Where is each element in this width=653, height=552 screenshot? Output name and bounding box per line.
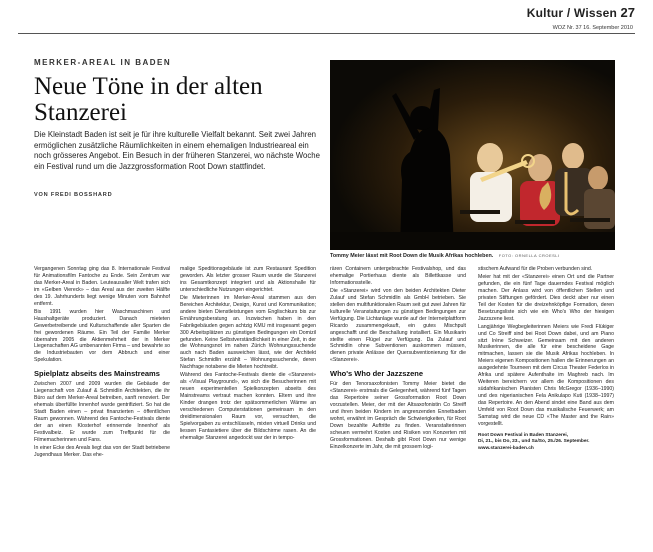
article-byline: VON FREDI BOSSHARD — [34, 192, 113, 198]
paragraph: stischem Aufwand für die Proben verbunden sind. — [478, 266, 593, 272]
page-number: 27 — [620, 5, 635, 20]
event-info-dates: Di, 21., bis Do, 23., und Sa/So, 25./26. September. — [478, 439, 590, 445]
paragraph: Bis 1991 wurden hier Waschmaschinen und Haushaltgeräte produziert. Danach mieteten Gewerbetreibende und Kulturschaffende aller Sparten die frei gewordenen Räume. Ein Teil der Familie Merker übernahm 2005 die Aktienmehrheit der in Merker Liegenschaften AG umbenannten Firma – und bewahrte so die Industriebauten vor dem Abbruch und einer Spekulation. — [34, 308, 170, 364]
paragraph: Für den Tenorsaxofonisten Tommy Meier bietet die «Stanzerei» erstmals die Gelegenheit, während fünf Tagen das Repertoire seiner Grossformation Root Down vorzustellen. Meier, der mit der Altsaxofonistin Co Streiff und ihren beiden Kindern im angrenzenden Ennetbaden wohnt, erwähnt im Gespräch die Schwierigkeiten, für Root Down bezahlte Auftritte zu finden. Veranstalterinnen scheuen vermehrt Kosten und Risiken von Konzerten mit Grossformationen. Deshalb gibt Root Down nur wenige Einzelkonzerte im Jahr, die mit grossem logi- — [330, 381, 466, 450]
paragraph: malige Speditionsgebäude ist zum Restaurant Spedition geworden. Als letzter grosser Raum wurde die Stanzerei ins Gesamtkonzept integriert und als Aktionshalle für unterschiedliche Nutzungen eingerichtet. — [180, 266, 316, 293]
body-column-2 — [180, 266, 316, 443]
event-info-url[interactable]: www.stanzerei-baden.ch — [478, 445, 534, 451]
event-info-title: Root Down Festival in Baden Stanzerei, — [478, 432, 569, 438]
article-lead: Die Kleinstadt Baden ist seit je für ihre kulturelle Vielfalt bekannt. Seit zwei Jahren ermöglichen zusätzliche Räumlichkeiten in einem ehemaligen Industrieareal ein noch grösseres Angebot. Ein Besuch in der früheren Stanzerei, wo nächste Woche ein Festival rund um die Jazzgrossformation Root Down stattfindet. — [34, 130, 320, 172]
subheading: Who's Who der Jazzszene — [330, 369, 424, 379]
body-column-3 — [330, 266, 466, 452]
paragraph: Die Mieterinnen im Merker-Areal stammen aus den Bereichen Architektur, Design, Kunst und Kommunikation; andere bieten Dienstleistungen vom Englischkurs bis zur Ernährungsberatung an. Inzwischen haben in den Fabrikgebäuden gegen achtzig KMU mit insgesamt gegen 300 Arbeitsplätzen zu günstigen Bedingungen ein Domizil gefunden. Keine Selbstverständlichkeit in einer Zeit, in der die Wohnungsnot im nahen Zürich Wohnungssuchende auch nach Baden ausweichen lässt, wie der Architekt Stefan Schmidlin erzählt – Wohnungssuchende, deren Nachfrage notabene die Mieten hochtreibt. — [180, 294, 316, 371]
paragraph: Die «Stanzerei» wird von den beiden Architekten Dieter Zulauf und Stefan Schmidlin als GmbH betrieben. Sie stellen den multifunktionalen Raum seit gut zwei Jahren für kulturelle Veranstaltungen zu günstigen Bedingungen zur Verfügung. Die Lichtanlage wurde auf der Internetplattform Ricardo zusammengekauft, ein gutes Mischpult angeschafft und die Beschallung installiert. Ein Musikarin stellte einen Flügel zur Verfügung. Da Zulauf und Schmidlin ohne Subventionen auskommen müssen, dienen private Anlässe der Quersubventionierung für die «Stanzerei». — [330, 287, 466, 364]
article-headline: Neue Töne in der alten Stanzerei — [34, 73, 263, 126]
section-title: Kultur / Wissen — [526, 6, 617, 20]
paragraph: In einer Ecke des Areals liegt das von der Stadt betriebene Jugendhaus Merker. Das ehe- — [34, 444, 170, 458]
issue-meta: WOZ Nr. 37 16. September 2010 — [552, 25, 633, 31]
header-rule — [18, 33, 635, 34]
paragraph: Vergangenen Sonntag ging das 8. Internationale Festival für Animationsfilm Fantoche zu Ende. Sein Zentrum war das Merker-Areal in Baden. Leuteausaller Welt trafen sich im «Gelben Viereck» – das Areal aus der zweiten Hälfte des 19. Jahrhunderts liegt wenige Minuten vom Bahnhof entfernt. — [34, 266, 170, 307]
event-info — [478, 433, 614, 452]
concert-photo-graphic — [330, 60, 615, 250]
photo-caption — [330, 252, 620, 260]
article-kicker: MERKER-AREAL IN BADEN — [34, 58, 172, 67]
photo-credit: FOTO: ORNELLA CROESLI — [498, 253, 560, 258]
body-column-4 — [478, 266, 614, 452]
concert-photo — [330, 60, 615, 250]
paragraph: Meier hat mit der «Stanzerei» einen Ort und die Partner gefunden, die ein fünf Tage dauerndes Festival möglich machen. Der Anlass wird von öffentlichen Stellen und privaten Stiftungen gefördert. Dies deckt aber nur einen Teil der Kosten für die dreizehnköpfige Formation, deren Besetzungsliste sich wie ein Who's Who der hiesigen Jazzszene liest. — [478, 273, 614, 322]
body-column-1 — [34, 266, 170, 460]
subheading: Spielplatz abseits des Mainstreams — [34, 369, 160, 379]
paragraph: Langjährige Wegbegleiterinnen Meiers wie Fredi Flükiger und Co Streiff sind bei Root Down dabei, und am Piano sitzt Irène Schweizer. Gemeinsam mit den anderen Musikerinnen, die alle für eine bescheidene Gage mitmachen, lassen sie die Musik Afrikas hochleben. In Meiers eigenen Kompositionen hallen die Erinnerungen an ausgedehnte Tourneen mit dem Circus Theater Federlos in Afrika und spätere Aufenthalte im Maghreb nach. Im Weiteren bereichern vor allem die Kompositionen des südafrikanischen Pianisten Chris McGregor (1936–1990) und des nigerianischen Fela Anikulapo Kuti (1938–1997) das Repertoire. An den Abend sindet eine Band aus dem Umfeld von Root Down das musikalische Feuerwerk; am Samstag wird die neue CD «The Master and the Rain» vorgestellt. — [478, 323, 614, 427]
caption-text: Tommy Meier lässt mit Root Down die Musik Afrikas hochleben. — [330, 253, 494, 259]
paragraph: Zwischen 2007 und 2009 wurden die Gebäude der Liegenschaft von Zulauf & Schmidlin Architekten, die ihr Büro auf dem Merker-Areal betreiben, sanft renoviert. Der ehemals überfüllte Innenhof wurde gentrifiziert. So hat die Stadt Baden einen – privat finanzierten – öffentlichen Raum gewonnen. Während des Fantoche-Festivals diente der an einen Klosterhof erinnernde Innenhof als Festivalbeiz. Er wurde zum Treffpunkt für die Filmemacherinnen und Fans. — [34, 381, 170, 443]
paragraph: Während des Fantoche-Festivals diente die «Stanzerei» als «Visual Playground», wo sich die Besucherinnen mit neuen experimentellen Spielkonzepten abseits des Mainstreams vertraut machen konnten. Eltern und ihre Kinder drangen trotz der spätsommerlichen Wärme an verschiedenen Computerstationen gemeinsam in den dreidimensionalen Raum vor, versuchten, die Spielvorgaben zu entschlüsseln, mixten virtuell Drinks und liessen Fantasietiere über die Bildschirme rasen. An die ehemalige Stanzerei angedockt war der in tempo- — [180, 372, 316, 441]
paragraph: rären Containern untergebrachte Festivalshop, und das ehemalige Portierhaus diente als Billettkasse und Informationsstelle. — [330, 266, 466, 286]
